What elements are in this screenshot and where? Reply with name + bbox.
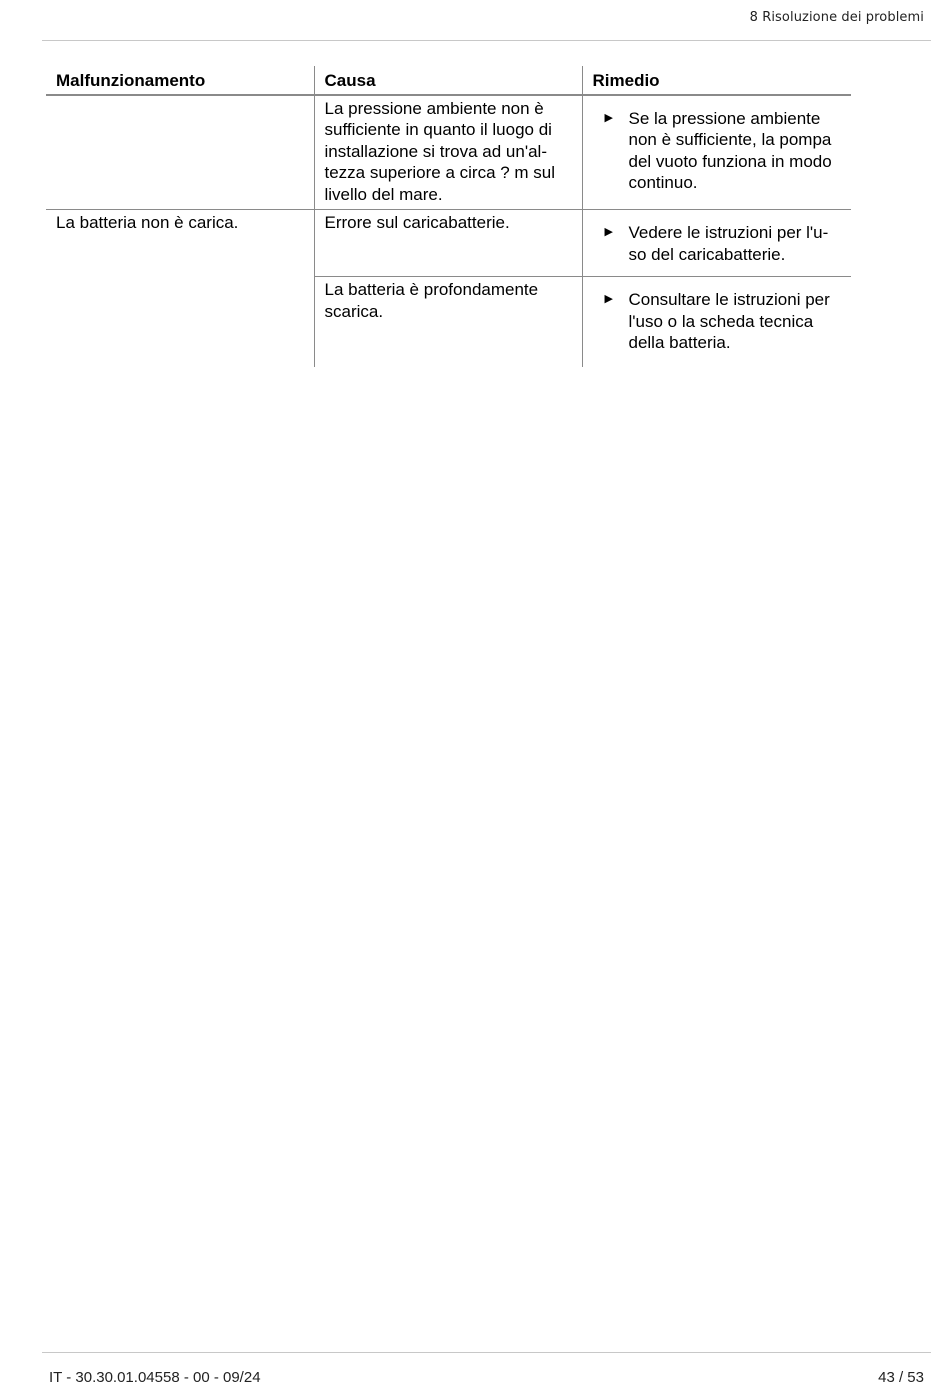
- troubleshooting-table: [46, 66, 851, 367]
- malfunction-cell: [46, 277, 314, 368]
- page-header-section-title: 8 Risoluzione dei problemi: [749, 10, 924, 25]
- footer-divider: [42, 1352, 931, 1353]
- cause-cell: [314, 277, 582, 368]
- remedy-item: [593, 98, 842, 194]
- header-divider: [42, 40, 931, 41]
- triangle-right-icon: ▶: [604, 226, 613, 238]
- footer-page-number: 43 / 53: [878, 1369, 924, 1386]
- cause-cell: [314, 95, 582, 210]
- remedy-item: [593, 279, 842, 354]
- triangle-right-icon: ▶: [604, 111, 613, 124]
- table-row: [46, 95, 851, 210]
- remedy-item: [593, 212, 842, 265]
- table-row: [46, 277, 851, 368]
- triangle-right-icon: ▶: [604, 293, 613, 305]
- cause-text: La batteria è profondamente scarica.: [324, 280, 539, 321]
- remedy-cell: [582, 210, 851, 277]
- malfunction-cell: [46, 95, 314, 210]
- footer-document-id: IT - 30.30.01.04558 - 00 - 09/24: [49, 1369, 261, 1386]
- table-header-row: [46, 66, 851, 95]
- cause-text: Errore sul caricabatterie.: [324, 213, 510, 232]
- remedy-text: Vedere le istruzioni per l'u-so del caricabatterie.: [628, 223, 829, 264]
- remedy-text: Se la pressione ambiente non è sufficiente, la pompa del vuoto funziona in modo continuo.: [628, 108, 832, 192]
- remedy-cell: [582, 95, 851, 210]
- column-header-cause: Causa: [314, 66, 582, 95]
- cause-text: La pressione ambiente non è sufficiente in quanto il luogo di installazione si trova ad un'al-tezza superiore a circa ? m sul livello del mare.: [324, 98, 556, 204]
- column-header-malfunction: Malfunzionamento: [46, 66, 314, 95]
- table-row: [46, 210, 851, 277]
- column-header-remedy: Rimedio: [582, 66, 851, 95]
- remedy-text: Consultare le istruzioni per l'uso o la scheda tecnica della batteria.: [628, 290, 830, 352]
- cause-cell: [314, 210, 582, 277]
- remedy-cell: [582, 277, 851, 368]
- malfunction-cell: La batteria non è carica.: [56, 213, 239, 232]
